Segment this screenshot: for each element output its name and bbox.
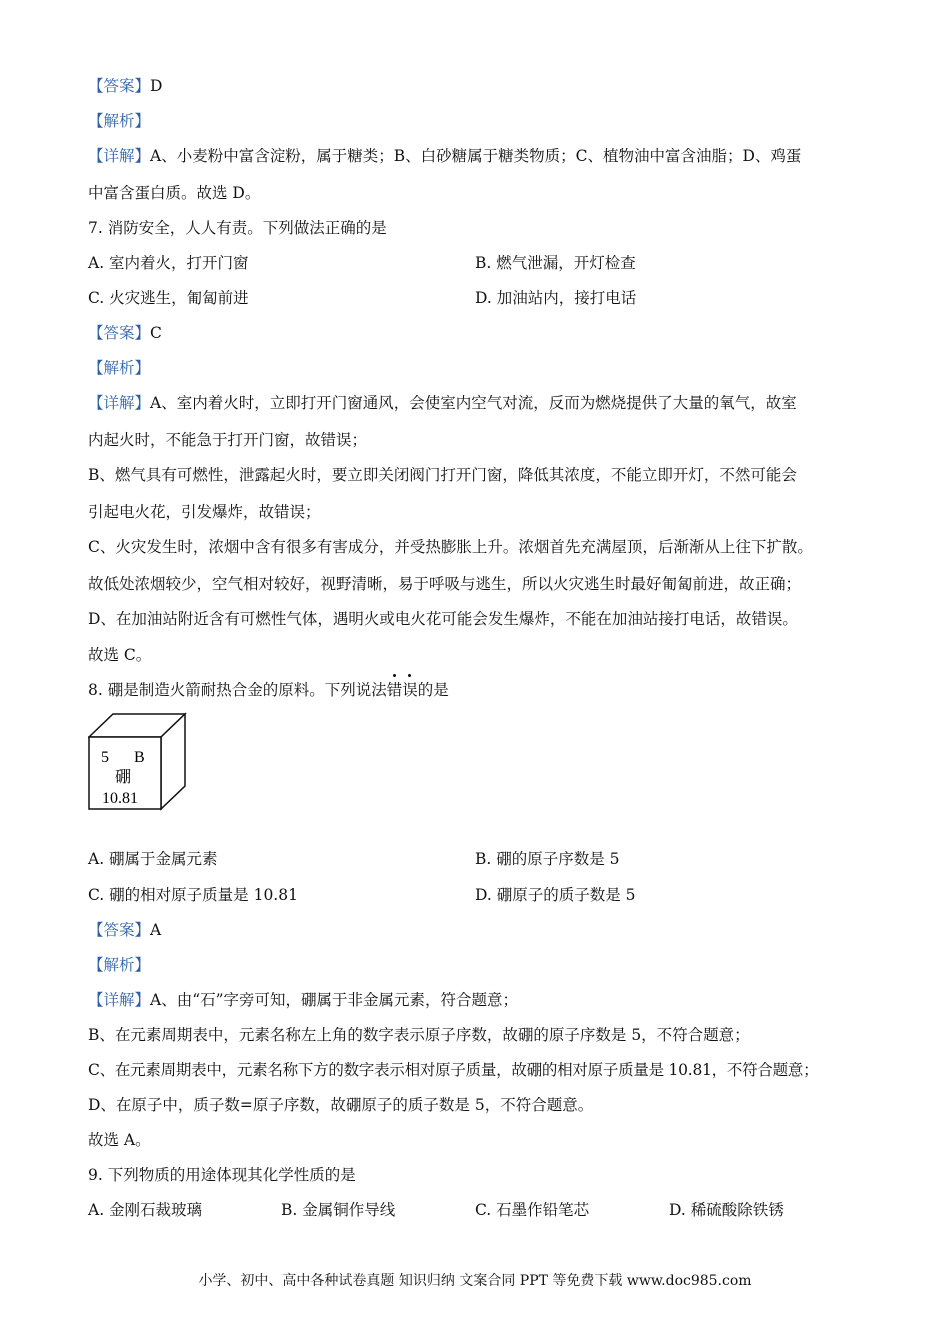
detail-text: A、小麦粉中富含淀粉，属于糖类；B、白砂糖属于糖类物质；C、植物油中富含油脂；D、鸡蛋 [150,147,802,165]
q8-option-d: D. 硼原子的质子数是 5 [475,886,636,904]
q8-detail-line-3: C、在元素周期表中，元素名称下方的数字表示相对原子质量，故硼的相对原子质量是 10.81，不符合题意； [88,1061,819,1079]
q8-analysis-tag: 【解析】 [88,956,151,974]
answer-value: C [150,324,162,342]
q7-option-d: D. 加油站内，接打电话 [475,289,637,307]
q7-detail-line-6: 故低处浓烟较少，空气相对较好，视野清晰，易于呼吸与逃生，所以火灾逃生时最好匍匐前进，故正确； [88,575,802,593]
q7-detail-line-8: 故选 C。 [88,646,152,664]
q7-detail-line-3: B、燃气具有可燃性，泄露起火时，要立即关闭阀门打开门窗，降低其浓度，不能立即开灯，不然可能会 [88,466,797,484]
q8-stem-suffix: 的是 [417,681,449,699]
q7-detail-line-7: D、在加油站附近含有可燃性气体，遇明火或电火花可能会发生爆炸，不能在加油站接打电话，故错误。 [88,610,798,628]
q7-analysis-tag: 【解析】 [88,359,151,377]
q8-stem-emphasis-1: 错 [386,681,403,699]
q6-detail-line-1 [88,146,801,166]
detail-tag: 【详解】 [88,394,151,412]
answer-tag: 【答案】 [88,921,151,939]
detail-tag: 【详解】 [88,991,151,1009]
q8-detail-line-4: D、在原子中，质子数=原子序数，故硼原子的质子数是 5，不符合题意。 [88,1096,594,1114]
answer-tag: 【答案】 [88,77,151,95]
q9-option-b: B. 金属铜作导线 [281,1201,396,1219]
answer-value: D [150,77,163,95]
q9-option-d: D. 稀硫酸除铁锈 [669,1201,784,1219]
q8-stem-emphasis-2: 误 [402,681,418,699]
q8-detail-line-1 [88,990,518,1010]
q7-detail-line-2: 内起火时，不能急于打开门窗，故错误； [88,431,368,449]
q7-option-a: A. 室内着火，打开门窗 [88,254,249,272]
q6-analysis-tag: 【解析】 [88,112,151,130]
q8-detail-line-5: 故选 A。 [88,1131,151,1149]
detail-text: A、由“石”字旁可知，硼属于非金属元素，符合题意； [150,991,519,1009]
q8-option-b: B. 硼的原子序数是 5 [475,850,620,868]
answer-tag: 【答案】 [88,324,151,342]
q8-detail-line-2: B、在元素周期表中，元素名称左上角的数字表示原子序数，故硼的原子序数是 5，不符合题意； [88,1026,750,1044]
q8-option-a: A. 硼属于金属元素 [88,850,218,868]
q7-detail-line-5: C、火灾发生时，浓烟中含有很多有害成分，并受热膨胀上升。浓烟首先充满屋顶，后渐渐从上往下扩散。 [88,538,813,556]
q8-option-c: C. 硼的相对原子质量是 10.81 [88,886,298,904]
q9-option-c: C. 石墨作铅笔芯 [475,1201,590,1219]
q7-option-b: B. 燃气泄漏，开灯检查 [475,254,636,272]
element-cube-figure [88,712,192,812]
q7-answer-line [88,323,162,343]
q7-detail-line-4: 引起电火花，引发爆炸，故错误； [88,503,321,521]
q7-detail-line-1 [88,393,797,413]
page-footer: 小学、初中、高中各种试卷真题 知识归纳 文案合同 PPT 等免费下载 www.doc985.com [198,1273,752,1289]
q7-option-c: C. 火灾逃生，匍匐前进 [88,289,249,307]
q8-stem [88,680,449,700]
q8-stem-prefix: 8. 硼是制造火箭耐热合金的原料。下列说法 [88,681,387,699]
q6-answer-line [88,76,162,96]
element-atomic-number: 5 [101,749,109,766]
q7-stem: 7. 消防安全，人人有责。下列做法正确的是 [88,219,387,237]
q9-stem: 9. 下列物质的用途体现其化学性质的是 [88,1166,356,1184]
element-atomic-mass: 10.81 [102,790,138,807]
detail-text: A、室内着火时，立即打开门窗通风，会使室内空气对流，反而为燃烧提供了大量的氧气，故室 [150,394,797,412]
element-symbol: B [134,749,145,766]
element-name: 硼 [115,769,132,786]
answer-value: A [150,921,162,939]
q6-detail-line-2: 中富含蛋白质。故选 D。 [88,184,261,202]
q8-answer-line [88,920,161,940]
q9-option-a: A. 金刚石裁玻璃 [88,1201,203,1219]
detail-tag: 【详解】 [88,147,151,165]
